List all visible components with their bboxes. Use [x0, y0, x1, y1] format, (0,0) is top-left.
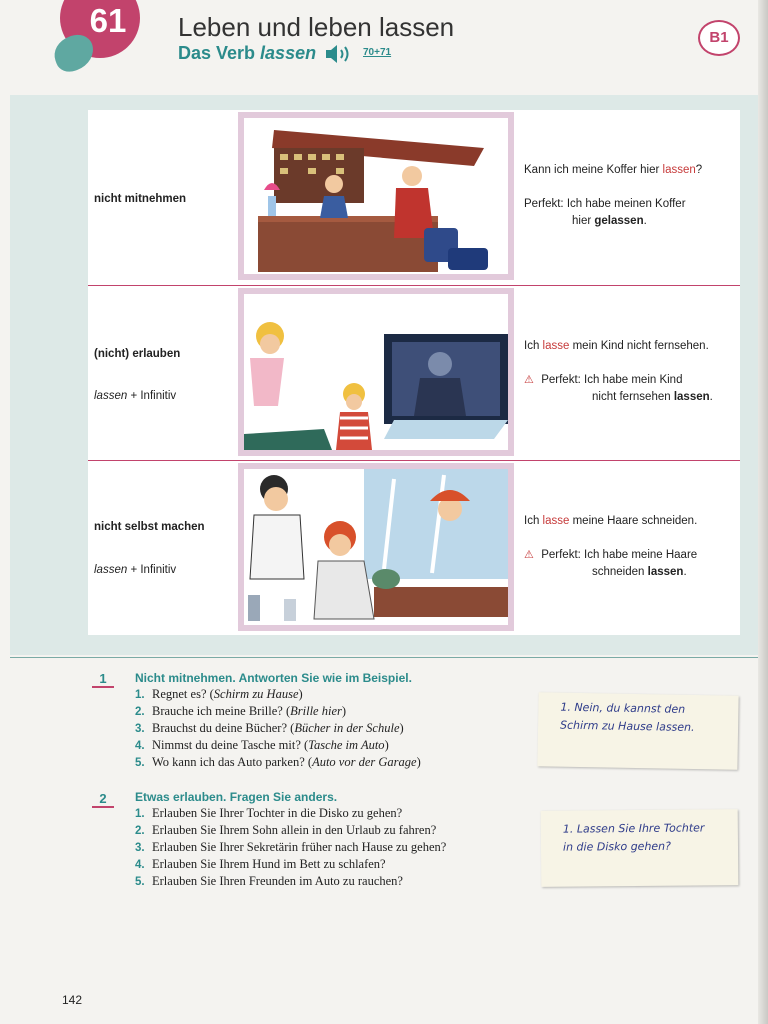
example-answer-note: [541, 809, 739, 887]
exercise-title: Nicht mitnehmen. Antworten Sie wie im Beispiel.: [135, 671, 412, 685]
warning-icon: ⚠: [524, 374, 534, 386]
tv-child-drawing: [244, 294, 508, 450]
row-label: nicht selbst machen: [94, 521, 205, 533]
perfect-text: nicht fernsehen: [592, 391, 674, 403]
list-item: [135, 805, 446, 822]
grammar-row-mitnehmen: [88, 110, 740, 284]
perfect-line: Perfekt: Ich habe meinen Koffer: [524, 198, 686, 210]
item-number: 4.: [135, 859, 145, 871]
example-text: Ich: [524, 515, 543, 527]
list-item: [135, 703, 421, 720]
perfect-line-2: [524, 213, 740, 230]
perfect-line: [524, 372, 740, 389]
example-block: [524, 513, 740, 581]
highlighted-verb: lasse: [542, 515, 570, 527]
grammar-table: [88, 110, 740, 635]
perfect-end: .: [709, 391, 713, 403]
perfect-text: Perfekt: Ich habe meine Haare: [541, 549, 698, 561]
grammar-row-erlauben: [88, 285, 740, 460]
item-text: Erlauben Sie Ihrer Tochter in die Disko zu gehen?: [152, 806, 403, 820]
item-hint: Auto vor der Garage: [312, 755, 417, 769]
note-line: Schirm zu Hause lassen.: [559, 718, 695, 734]
list-item: [135, 737, 421, 754]
highlighted-verb: lasse: [542, 340, 570, 352]
item-text: Erlauben Sie Ihrem Hund im Bett zu schlafen?: [152, 857, 386, 871]
item-text: Brauchst du deine Bücher? (: [152, 721, 295, 735]
list-item: [135, 720, 421, 737]
item-end: ): [341, 704, 347, 718]
sublabel-verb: lassen: [94, 390, 128, 402]
hotel-reception-drawing: [244, 118, 508, 274]
row-sublabel: [94, 564, 176, 576]
exercise-list: [135, 686, 421, 771]
item-end: ): [384, 738, 389, 752]
item-text: Erlauben Sie Ihrer Sekretärin früher nach Hause zu gehen?: [152, 840, 447, 854]
example-text-end: ?: [695, 164, 703, 176]
warning-icon: ⚠: [524, 549, 534, 561]
row-label: (nicht) erlauben: [94, 348, 181, 360]
item-end: ): [399, 721, 404, 735]
perfect-line: [524, 547, 740, 564]
list-item: [135, 822, 446, 839]
perfect-line-2: [524, 389, 740, 406]
item-number: 4.: [135, 740, 145, 752]
highlighted-verb: lassen: [662, 164, 696, 176]
item-end: ): [298, 687, 303, 701]
perfect-end: .: [643, 215, 647, 227]
item-number: 1.: [135, 689, 145, 701]
subtitle-prefix: Das Verb: [178, 43, 261, 63]
audio-track-number[interactable]: 70+71: [363, 47, 392, 58]
level-badge: B1: [698, 20, 740, 56]
item-hint: Brille hier: [290, 704, 342, 718]
perfect-text: schneiden: [592, 566, 648, 578]
item-text: Regnet es? (: [152, 687, 214, 701]
item-text: Brauche ich meine Brille? (: [152, 704, 291, 718]
page-subtitle: [178, 43, 316, 64]
perfect-end: .: [683, 566, 687, 578]
example-sentence: [524, 513, 740, 530]
list-item: [135, 686, 421, 703]
note-line: 1. Lassen Sie Ihre Tochter: [562, 821, 705, 836]
list-item: [135, 754, 421, 771]
chapter-number: 61: [89, 2, 127, 39]
scan-edge: [758, 0, 768, 1024]
item-number: 3.: [135, 842, 145, 854]
example-block: [524, 162, 740, 230]
example-text-end: meine Haare schneiden.: [569, 515, 698, 527]
illustration-tv-child: [238, 288, 514, 456]
perfect-participle: lassen: [647, 566, 684, 578]
page-number: 142: [62, 993, 83, 1007]
row-label: nicht mitnehmen: [94, 193, 187, 205]
item-hint: Bücher in der Schule: [294, 721, 400, 735]
item-number: 3.: [135, 723, 145, 735]
sublabel-suffix: + Infinitiv: [127, 564, 177, 576]
example-text: Ich: [524, 340, 543, 352]
item-text: Wo kann ich das Auto parken? (: [152, 755, 313, 769]
illustration-hotel-reception: [238, 112, 514, 280]
item-number: 5.: [135, 757, 145, 769]
row-sublabel: [94, 390, 176, 402]
section-divider: [10, 657, 758, 658]
exercise-number: 2: [92, 792, 114, 808]
example-text: Kann ich meine Koffer hier: [524, 164, 663, 176]
exercise-title: Etwas erlauben. Fragen Sie anders.: [135, 790, 338, 804]
example-sentence: [524, 338, 740, 355]
item-hint: Schirm zu Hause: [213, 687, 299, 701]
perfect-participle: lassen: [673, 391, 710, 403]
example-block: [524, 338, 740, 406]
list-item: [135, 856, 446, 873]
subtitle-verb: lassen: [260, 43, 317, 63]
example-sentence: [524, 162, 740, 179]
note-line: 1. Nein, du kannst den: [560, 700, 686, 716]
perfect-text: hier: [572, 215, 595, 227]
item-number: 5.: [135, 876, 145, 888]
item-number: 2.: [135, 825, 145, 837]
perfect-line-2: [524, 564, 740, 581]
speaker-icon[interactable]: [325, 44, 355, 64]
perfect-participle: gelassen: [594, 215, 644, 227]
item-text: Erlauben Sie Ihren Freunden im Auto zu rauchen?: [152, 874, 403, 888]
hair-salon-drawing: [244, 469, 508, 625]
item-end: ): [416, 755, 421, 769]
list-item: [135, 839, 446, 856]
perfect-text: Perfekt: Ich habe mein Kind: [541, 374, 683, 386]
item-number: 2.: [135, 706, 145, 718]
sublabel-verb: lassen: [94, 564, 128, 576]
item-hint: Tasche im Auto: [308, 738, 385, 752]
example-text-end: mein Kind nicht fernsehen.: [569, 340, 709, 352]
item-text: Erlauben Sie Ihrem Sohn allein in den Urlaub zu fahren?: [152, 823, 437, 837]
exercise-number: 1: [92, 672, 114, 688]
sublabel-suffix: + Infinitiv: [127, 390, 177, 402]
item-text: Nimmst du deine Tasche mit? (: [152, 738, 309, 752]
illustration-hair-salon: [238, 463, 514, 631]
note-line: in die Disko gehen?: [562, 839, 672, 854]
example-answer-note: [537, 692, 738, 769]
item-number: 1.: [135, 808, 145, 820]
grammar-row-selbst-machen: [88, 460, 740, 635]
page-title: Leben und leben lassen: [178, 12, 455, 42]
list-item: [135, 873, 446, 890]
exercise-list: [135, 805, 446, 890]
